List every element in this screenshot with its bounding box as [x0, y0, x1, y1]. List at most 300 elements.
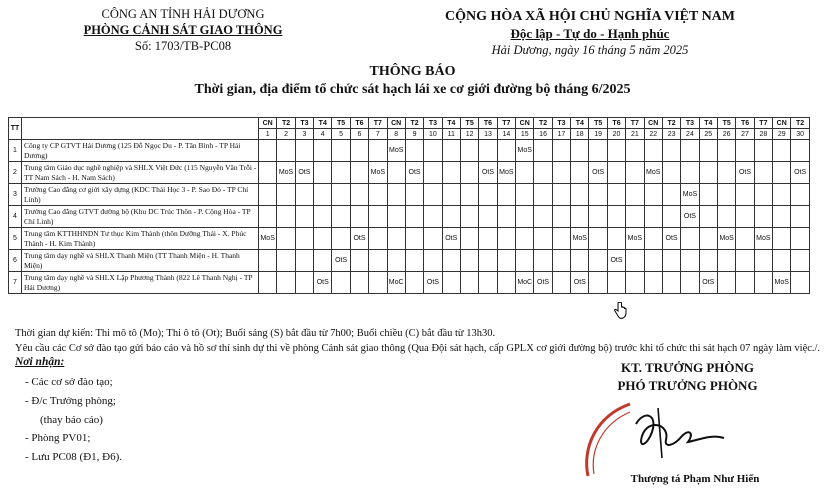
- weekday-header: T2: [791, 118, 809, 129]
- schedule-cell: [571, 162, 589, 184]
- row-number: 4: [9, 206, 22, 228]
- schedule-cell: [460, 140, 478, 162]
- schedule-cell: MoS: [259, 228, 277, 250]
- schedule-cell: [516, 162, 534, 184]
- signer-name: Thượng tá Phạm Như Hiển: [630, 473, 760, 485]
- schedule-cell: [350, 184, 368, 206]
- weekday-header: T6: [736, 118, 754, 129]
- date-header: 19: [589, 129, 607, 140]
- weekday-header: T6: [607, 118, 625, 129]
- schedule-cell: [479, 272, 497, 294]
- schedule-cell: [277, 206, 295, 228]
- schedule-cell: [405, 184, 423, 206]
- weekday-header: CN: [387, 118, 405, 129]
- schedule-cell: [424, 206, 442, 228]
- schedule-cell: OtS: [607, 250, 625, 272]
- schedule-cell: [662, 250, 680, 272]
- date-header: 12: [460, 129, 478, 140]
- date-header: 13: [479, 129, 497, 140]
- weekday-header: T3: [424, 118, 442, 129]
- schedule-cell: [442, 140, 460, 162]
- name-header: [22, 118, 259, 140]
- date-header: 8: [387, 129, 405, 140]
- schedule-cell: [350, 140, 368, 162]
- schedule-cell: OtS: [332, 250, 350, 272]
- weekday-header: T5: [589, 118, 607, 129]
- schedule-cell: OtS: [479, 162, 497, 184]
- schedule-cell: [259, 162, 277, 184]
- schedule-cell: [350, 206, 368, 228]
- schedule-cell: [369, 140, 387, 162]
- date-header: 27: [736, 129, 754, 140]
- schedule-cell: [405, 206, 423, 228]
- training-center-name: Công ty CP GTVT Hải Dương (125 Đỗ Ngọc Du - P. Tân Bình - TP Hải Dương): [22, 140, 259, 162]
- schedule-cell: [552, 228, 570, 250]
- schedule-cell: OtS: [791, 162, 809, 184]
- recipient-item: - Đ/c Trưởng phòng;: [25, 395, 116, 407]
- schedule-cell: [497, 206, 515, 228]
- weekday-header: T6: [479, 118, 497, 129]
- schedule-cell: [259, 272, 277, 294]
- schedule-cell: [350, 162, 368, 184]
- schedule-cell: [571, 250, 589, 272]
- schedule-cell: [699, 228, 717, 250]
- schedule-cell: OtS: [736, 162, 754, 184]
- doc-heading: THÔNG BÁO: [369, 64, 456, 79]
- schedule-cell: OtS: [314, 272, 332, 294]
- schedule-cell: [699, 250, 717, 272]
- schedule-cell: MoS: [277, 162, 295, 184]
- table-row: [9, 162, 810, 184]
- schedule-cell: [314, 162, 332, 184]
- training-center-name: Trường Cao đẳng GTVT đường bộ (Khu DC Trúc Thôn - P. Cộng Hòa - TP Chí Linh): [22, 206, 259, 228]
- recipients-title: Nơi nhận:: [15, 356, 65, 368]
- date-header: 29: [773, 129, 791, 140]
- national-header: [420, 8, 760, 59]
- schedule-cell: [405, 250, 423, 272]
- training-center-name: Trường Cao đẳng cơ giới xây dựng (KDC Thái Học 3 - P. Sao Đỏ - TP Chí Linh): [22, 184, 259, 206]
- date-header: 22: [644, 129, 662, 140]
- schedule-cell: [736, 250, 754, 272]
- schedule-cell: [369, 272, 387, 294]
- schedule-cell: OtS: [571, 272, 589, 294]
- schedule-cell: [442, 272, 460, 294]
- schedule-cell: [681, 250, 699, 272]
- schedule-cell: [534, 250, 552, 272]
- schedule-cell: [644, 250, 662, 272]
- schedule-cell: [717, 250, 735, 272]
- table-row: [9, 228, 810, 250]
- schedule-cell: [442, 206, 460, 228]
- schedule-cell: [405, 228, 423, 250]
- date-header: 25: [699, 129, 717, 140]
- schedule-cell: [516, 228, 534, 250]
- schedule-cell: [681, 162, 699, 184]
- table-row: [9, 140, 810, 162]
- weekday-header: CN: [259, 118, 277, 129]
- schedule-cell: [516, 184, 534, 206]
- schedule-cell: [460, 272, 478, 294]
- schedule-cell: [369, 184, 387, 206]
- schedule-cell: [497, 272, 515, 294]
- schedule-cell: [424, 140, 442, 162]
- schedule-cell: [295, 228, 313, 250]
- schedule-cell: [534, 162, 552, 184]
- date-line: Hải Dương, ngày 16 tháng 5 năm 2025: [491, 43, 689, 57]
- recipient-item: - Lưu PC08 (Đ1, Đ6).: [25, 451, 123, 463]
- date-header: 4: [314, 129, 332, 140]
- schedule-table: [8, 117, 810, 294]
- schedule-cell: [754, 184, 772, 206]
- schedule-cell: [717, 272, 735, 294]
- schedule-cell: [589, 250, 607, 272]
- weekday-header: T3: [295, 118, 313, 129]
- row-number: 7: [9, 272, 22, 294]
- schedule-cell: [791, 272, 809, 294]
- schedule-cell: [754, 140, 772, 162]
- schedule-cell: [497, 250, 515, 272]
- weekday-header: T4: [442, 118, 460, 129]
- date-header: 11: [442, 129, 460, 140]
- schedule-cell: [369, 206, 387, 228]
- weekday-header: T4: [314, 118, 332, 129]
- weekday-header: T2: [405, 118, 423, 129]
- schedule-cell: [791, 184, 809, 206]
- schedule-cell: [773, 184, 791, 206]
- schedule-cell: OtS: [662, 228, 680, 250]
- schedule-cell: [791, 228, 809, 250]
- schedule-cell: [773, 162, 791, 184]
- schedule-cell: [681, 140, 699, 162]
- department-name: PHÒNG CẢNH SÁT GIAO THÔNG: [83, 23, 283, 37]
- weekday-header-row: [9, 118, 810, 129]
- schedule-cell: [552, 206, 570, 228]
- schedule-cell: [350, 272, 368, 294]
- schedule-cell: [589, 228, 607, 250]
- schedule-cell: [534, 228, 552, 250]
- weekday-header: T5: [332, 118, 350, 129]
- schedule-cell: [773, 228, 791, 250]
- schedule-cell: [736, 228, 754, 250]
- schedule-cell: [314, 184, 332, 206]
- issuer-block: [48, 6, 318, 54]
- weekday-header: T6: [350, 118, 368, 129]
- schedule-cell: MoC: [516, 272, 534, 294]
- tt-header: TT: [9, 118, 22, 140]
- weekday-header: T3: [552, 118, 570, 129]
- date-header: 15: [516, 129, 534, 140]
- schedule-cell: [259, 140, 277, 162]
- schedule-cell: [773, 206, 791, 228]
- schedule-cell: [479, 228, 497, 250]
- schedule-cell: [681, 272, 699, 294]
- schedule-cell: [314, 140, 332, 162]
- schedule-cell: [442, 162, 460, 184]
- schedule-cell: [259, 206, 277, 228]
- schedule-cell: [405, 272, 423, 294]
- schedule-cell: [552, 250, 570, 272]
- schedule-cell: [626, 206, 644, 228]
- schedule-cell: [754, 250, 772, 272]
- schedule-cell: [662, 162, 680, 184]
- schedule-cell: MoS: [681, 184, 699, 206]
- schedule-cell: [332, 206, 350, 228]
- schedule-cell: [791, 140, 809, 162]
- schedule-cell: [681, 228, 699, 250]
- schedule-cell: [277, 228, 295, 250]
- schedule-cell: [607, 206, 625, 228]
- training-center-name: Trung tâm Giáo dục nghề nghiệp và SHLX Việt Đức (115 Nguyễn Văn Trỗi - TT Nam Sách - H. Nam Sách): [22, 162, 259, 184]
- schedule-cell: [717, 140, 735, 162]
- training-center-name: Trung tâm dạy nghề và SHLX Thanh Miện (TT Thanh Miện - H. Thanh Miện): [22, 250, 259, 272]
- schedule-cell: [717, 206, 735, 228]
- schedule-cell: [607, 162, 625, 184]
- schedule-cell: [626, 162, 644, 184]
- weekday-header: T4: [699, 118, 717, 129]
- schedule-cell: [369, 228, 387, 250]
- schedule-cell: [552, 162, 570, 184]
- schedule-cell: [332, 184, 350, 206]
- schedule-cell: [460, 228, 478, 250]
- schedule-cell: [479, 250, 497, 272]
- schedule-cell: [699, 162, 717, 184]
- schedule-cell: OtS: [534, 272, 552, 294]
- recipient-item: - Phòng PV01;: [25, 432, 91, 444]
- schedule-cell: OtS: [405, 162, 423, 184]
- schedule-cell: [516, 250, 534, 272]
- schedule-cell: [644, 206, 662, 228]
- training-center-name: Trung tâm KTTHHNDN Tư thục Kim Thành (thôn Dưỡng Thái - X. Phúc Thành - H. Kim Thành): [22, 228, 259, 250]
- date-header: 24: [681, 129, 699, 140]
- schedule-cell: [773, 140, 791, 162]
- schedule-cell: [662, 140, 680, 162]
- weekday-header: T2: [277, 118, 295, 129]
- agency-name: CÔNG AN TỈNH HẢI DƯƠNG: [101, 7, 265, 21]
- schedule-cell: [571, 206, 589, 228]
- note-schedule-times: Thời gian dự kiến: Thi mô tô (Mo); Thi ô tô (Ot); Buổi sáng (S) bắt đầu từ 7h00; Buổi chiều (C) bắt đầu từ 13h30.: [15, 328, 496, 339]
- schedule-cell: [571, 184, 589, 206]
- schedule-cell: [589, 184, 607, 206]
- weekday-header: T4: [571, 118, 589, 129]
- schedule-cell: [295, 272, 313, 294]
- schedule-cell: [479, 140, 497, 162]
- schedule-cell: OtS: [589, 162, 607, 184]
- schedule-cell: MoS: [754, 228, 772, 250]
- schedule-cell: [791, 206, 809, 228]
- schedule-cell: [717, 184, 735, 206]
- schedule-cell: [497, 184, 515, 206]
- schedule-cell: [442, 184, 460, 206]
- doc-number: Số: 1703/TB-PC08: [134, 39, 232, 53]
- date-header: 20: [607, 129, 625, 140]
- schedule-cell: [534, 184, 552, 206]
- schedule-cell: OtS: [295, 162, 313, 184]
- date-header: 17: [552, 129, 570, 140]
- signature-stroke: [658, 408, 662, 458]
- schedule-cell: [754, 206, 772, 228]
- date-header: 7: [369, 129, 387, 140]
- schedule-cell: [736, 184, 754, 206]
- hand-pointer-shape: [615, 302, 626, 318]
- schedule-cell: [736, 272, 754, 294]
- schedule-cell: [516, 206, 534, 228]
- official-stamp-and-signature: [578, 388, 748, 480]
- schedule-cell: [332, 162, 350, 184]
- weekday-header: T7: [754, 118, 772, 129]
- schedule-cell: MoS: [626, 228, 644, 250]
- schedule-cell: MoS: [516, 140, 534, 162]
- recipient-item: - Các cơ sở đào tạo;: [25, 376, 113, 388]
- handwritten-signature: [636, 416, 724, 445]
- schedule-cell: [460, 250, 478, 272]
- schedule-cell: MoS: [497, 162, 515, 184]
- schedule-cell: [607, 228, 625, 250]
- schedule-cell: [314, 228, 332, 250]
- schedule-cell: [534, 206, 552, 228]
- schedule-cell: [405, 140, 423, 162]
- date-header: 1: [259, 129, 277, 140]
- schedule-cell: [350, 250, 368, 272]
- schedule-cell: [332, 228, 350, 250]
- weekday-header: T2: [534, 118, 552, 129]
- row-number: 6: [9, 250, 22, 272]
- schedule-cell: OtS: [699, 272, 717, 294]
- training-center-name: Trung tâm dạy nghề và SHLX Lập Phương Thành (822 Lê Thanh Nghị - TP Hải Dương): [22, 272, 259, 294]
- schedule-cell: MoC: [387, 272, 405, 294]
- schedule-cell: MoS: [387, 140, 405, 162]
- row-number: 5: [9, 228, 22, 250]
- schedule-cell: [497, 140, 515, 162]
- recipient-item: (thay báo cáo): [40, 414, 103, 426]
- schedule-cell: [424, 250, 442, 272]
- schedule-cell: [387, 206, 405, 228]
- table-row: [9, 184, 810, 206]
- schedule-cell: [369, 250, 387, 272]
- signature-title-1: KT. TRƯỞNG PHÒNG: [620, 360, 754, 375]
- date-header: 6: [350, 129, 368, 140]
- stamp-inner-arc: [593, 412, 630, 474]
- nation-name: CỘNG HÒA XÃ HỘI CHỦ NGHĨA VIỆT NAM: [444, 9, 735, 24]
- date-header: 16: [534, 129, 552, 140]
- schedule-cell: MoS: [644, 162, 662, 184]
- date-header: 23: [662, 129, 680, 140]
- schedule-cell: [460, 206, 478, 228]
- date-header: 9: [405, 129, 423, 140]
- schedule-cell: [424, 184, 442, 206]
- schedule-cell: [662, 272, 680, 294]
- weekday-header: T3: [681, 118, 699, 129]
- weekday-header: T7: [369, 118, 387, 129]
- table-row: [9, 272, 810, 294]
- row-number: 2: [9, 162, 22, 184]
- schedule-cell: [589, 206, 607, 228]
- note-requirement: Yêu cầu các Cơ sở đào tạo gửi báo cáo và hồ sơ thí sinh dự thi về phòng Cảnh sát giao thông (Qua Đội sát hạch, cấp GPLX cơ giới đường bộ) trước khi tổ chức thi sát hạch 07 ngày làm việc./.: [15, 343, 821, 354]
- schedule-cell: [442, 250, 460, 272]
- schedule-cell: [314, 206, 332, 228]
- schedule-cell: [387, 228, 405, 250]
- schedule-cell: [460, 184, 478, 206]
- schedule-cell: [644, 140, 662, 162]
- schedule-cell: [497, 228, 515, 250]
- date-header: 14: [497, 129, 515, 140]
- row-number: 3: [9, 184, 22, 206]
- table-row: [9, 250, 810, 272]
- schedule-cell: [552, 140, 570, 162]
- date-header: 28: [754, 129, 772, 140]
- date-header: 21: [626, 129, 644, 140]
- schedule-cell: [479, 184, 497, 206]
- schedule-cell: OtS: [681, 206, 699, 228]
- schedule-cell: [534, 140, 552, 162]
- schedule-cell: [662, 184, 680, 206]
- national-motto: Độc lập - Tự do - Hạnh phúc: [510, 26, 670, 41]
- weekday-header: CN: [516, 118, 534, 129]
- schedule-cell: [736, 140, 754, 162]
- weekday-header: T5: [460, 118, 478, 129]
- weekday-header: CN: [773, 118, 791, 129]
- schedule-cell: [277, 272, 295, 294]
- schedule-cell: [479, 206, 497, 228]
- schedule-cell: [332, 272, 350, 294]
- date-header: 5: [332, 129, 350, 140]
- schedule-cell: [699, 206, 717, 228]
- weekday-header: T5: [717, 118, 735, 129]
- schedule-cell: [387, 184, 405, 206]
- schedule-cell: [644, 228, 662, 250]
- schedule-cell: [754, 162, 772, 184]
- schedule-cell: MoS: [773, 272, 791, 294]
- row-number: 1: [9, 140, 22, 162]
- schedule-cell: [424, 228, 442, 250]
- schedule-cell: OtS: [424, 272, 442, 294]
- schedule-cell: [699, 140, 717, 162]
- date-header: 26: [717, 129, 735, 140]
- schedule-cell: [295, 250, 313, 272]
- weekday-header: T2: [662, 118, 680, 129]
- doc-subtitle: Thời gian, địa điểm tổ chức sát hạch lái xe cơ giới đường bộ tháng 6/2025: [194, 82, 631, 97]
- schedule-cell: [607, 184, 625, 206]
- weekday-header: T7: [497, 118, 515, 129]
- signature-title-2: PHÓ TRƯỞNG PHÒNG: [617, 378, 758, 393]
- schedule-cell: [626, 250, 644, 272]
- schedule-cell: [626, 140, 644, 162]
- schedule-cell: [424, 162, 442, 184]
- schedule-cell: OtS: [350, 228, 368, 250]
- date-header: 10: [424, 129, 442, 140]
- date-header: 3: [295, 129, 313, 140]
- schedule-cell: [295, 184, 313, 206]
- schedule-cell: [332, 140, 350, 162]
- schedule-cell: [717, 162, 735, 184]
- schedule-cell: [387, 162, 405, 184]
- schedule-cell: [295, 206, 313, 228]
- schedule-cell: [662, 206, 680, 228]
- schedule-cell: [571, 140, 589, 162]
- schedule-cell: [773, 250, 791, 272]
- schedule-cell: [607, 272, 625, 294]
- weekday-header: CN: [644, 118, 662, 129]
- schedule-cell: MoS: [369, 162, 387, 184]
- schedule-cell: [314, 250, 332, 272]
- schedule-cell: [644, 272, 662, 294]
- schedule-cell: [626, 272, 644, 294]
- schedule-cell: [736, 206, 754, 228]
- schedule-cell: [589, 140, 607, 162]
- schedule-cell: [754, 272, 772, 294]
- schedule-cell: [277, 184, 295, 206]
- schedule-cell: [277, 250, 295, 272]
- schedule-cell: [387, 250, 405, 272]
